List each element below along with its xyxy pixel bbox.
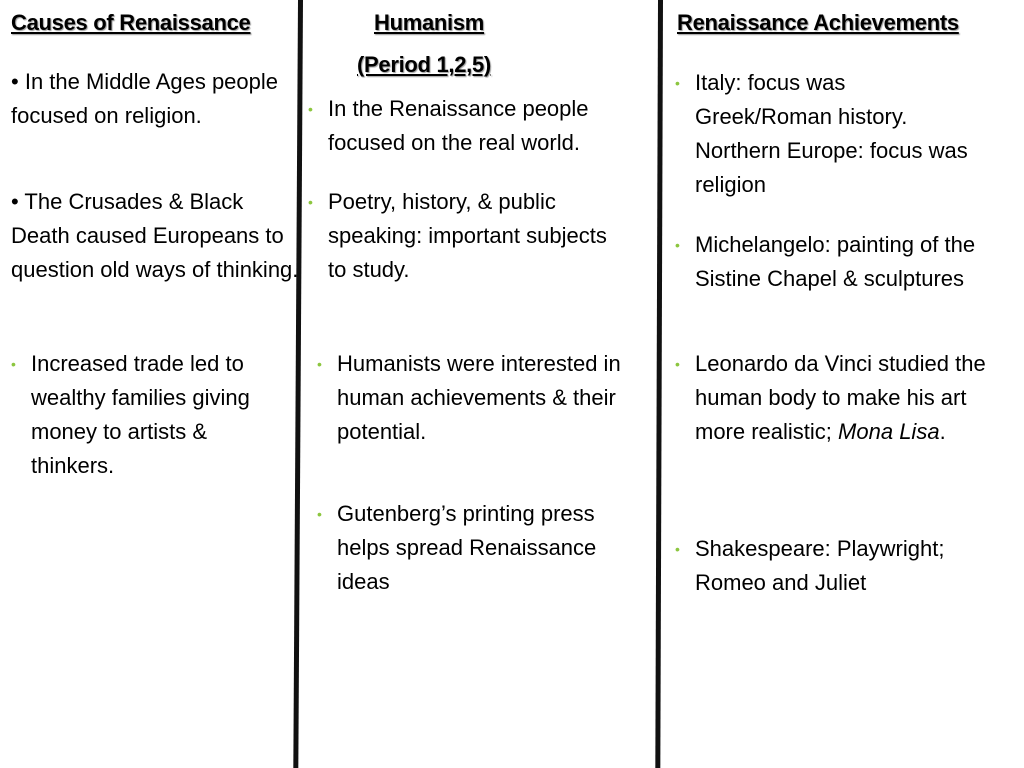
heading-achievements: Renaissance Achievements — [677, 10, 959, 35]
achievement-item-italy: • Italy: focus was Greek/Roman history. Northern Europe: focus was religion — [695, 66, 985, 202]
black-bullet: • — [11, 69, 19, 94]
cause-item-middle-ages: • In the Middle Ages people focused on religion. — [11, 69, 279, 128]
green-bullet: • — [675, 75, 680, 91]
green-bullet: • — [317, 356, 322, 372]
mona-lisa-title: Mona Lisa — [838, 419, 940, 444]
achievement-item-michelangelo: • Michelangelo: painting of the Sistine Chapel & sculptures — [695, 228, 1005, 296]
humanism-item-real-world: • In the Renaissance people focused on the real world. — [328, 92, 643, 160]
achievement-item-shakespeare: • Shakespeare: Playwright; Romeo and Juliet — [695, 532, 1005, 600]
green-bullet: • — [675, 237, 680, 253]
green-bullet: • — [11, 356, 16, 372]
black-bullet: • — [11, 189, 19, 214]
humanism-item-printing-press: • Gutenberg’s printing press helps spread Renaissance ideas — [337, 497, 652, 599]
green-bullet: • — [317, 506, 322, 522]
subheading-period: (Period 1,2,5) — [357, 52, 491, 77]
column-divider-right — [655, 0, 663, 768]
green-bullet: • — [308, 101, 313, 117]
achievement-item-leonardo: • Leonardo da Vinci studied the human body to make his art more realistic; Mona Lisa. — [695, 347, 1020, 449]
green-bullet: • — [675, 541, 680, 557]
heading-humanism: Humanism — [374, 10, 485, 35]
green-bullet: • — [675, 356, 680, 372]
heading-causes: Causes of Renaissance — [11, 10, 251, 35]
humanism-item-subjects: • Poetry, history, & public speaking: important subjects to study. — [328, 185, 628, 287]
green-bullet: • — [308, 194, 313, 210]
cause-item-trade: • Increased trade led to wealthy families giving money to artists & thinkers. — [31, 347, 295, 483]
cause-item-crusades: • The Crusades & Black Death caused Europeans to question old ways of thinking. — [11, 189, 299, 282]
humanism-item-achievements: • Humanists were interested in human achievements & their potential. — [337, 347, 652, 449]
